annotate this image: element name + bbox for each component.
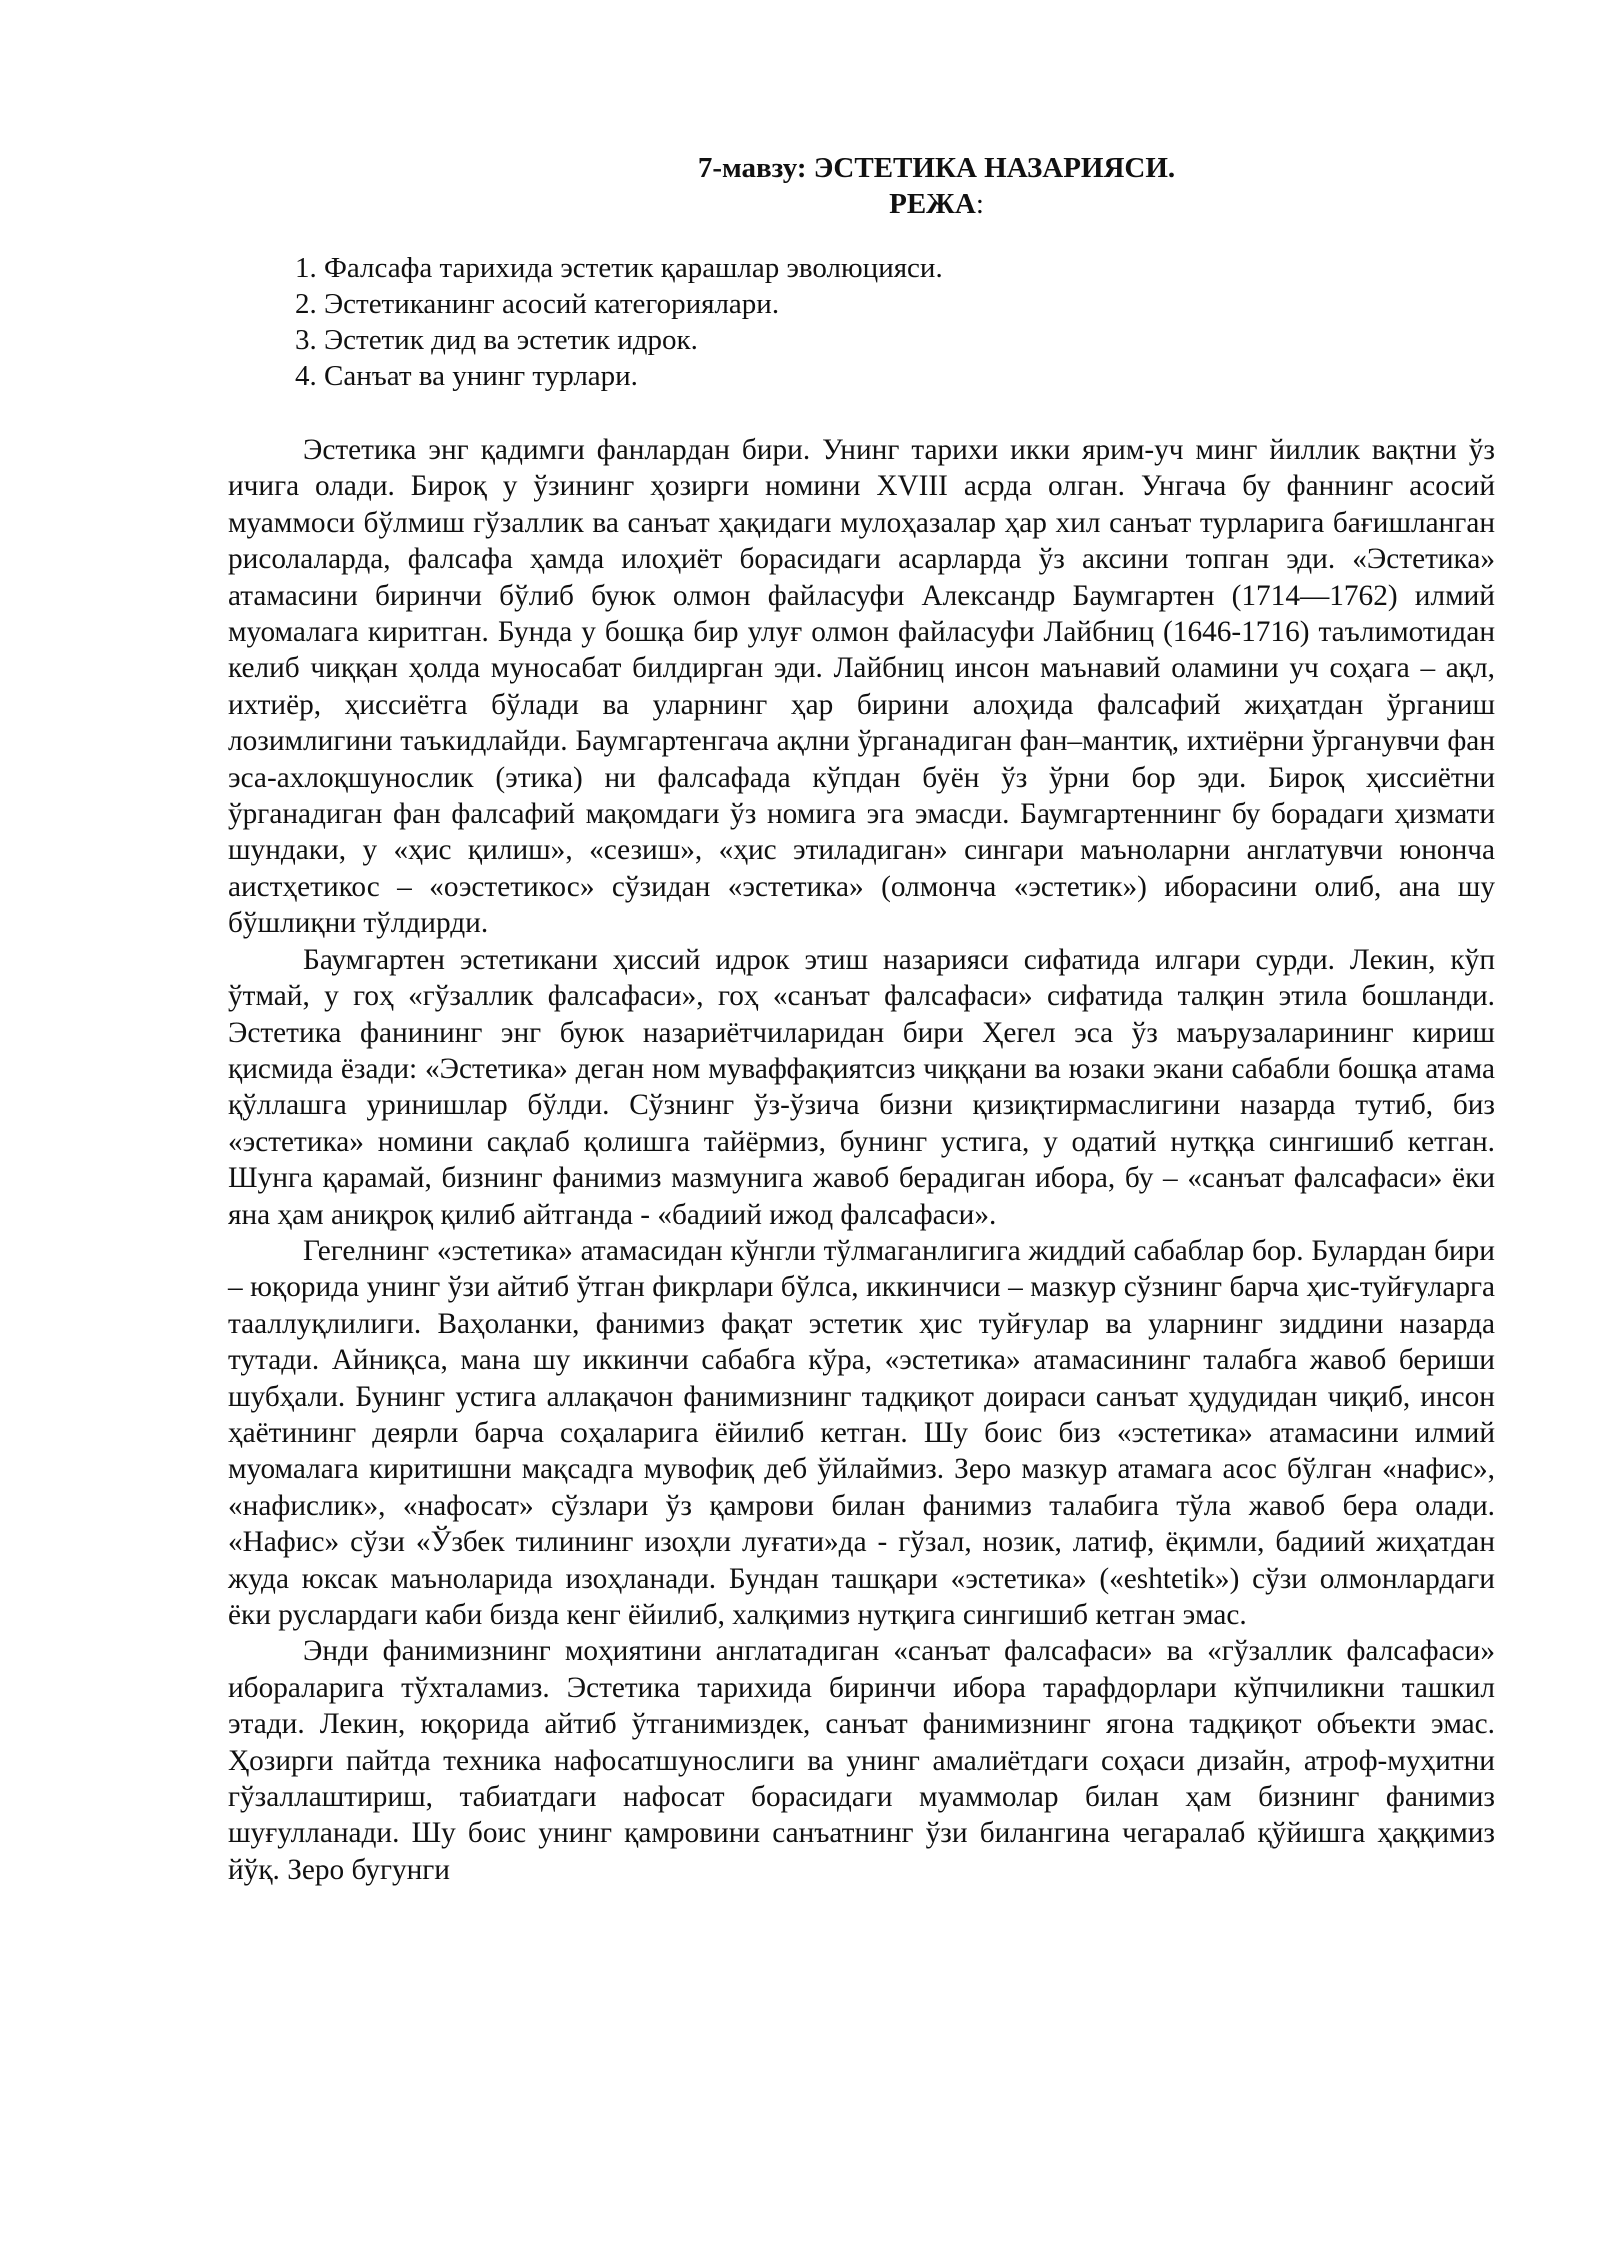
plan-list	[228, 250, 1495, 394]
body-paragraph: Эстетика энг қадимги фанлардан бири. Унинг тарихи икки ярим-уч минг йиллик вақтни ўз ичига олади. Бироқ у ўзининг ҳозирги номини XVIII асрда олган. Унгача бу фаннинг асосий муаммоси бўлмиш гўзаллик ва санъат ҳақидаги мулоҳазалар ҳар хил санъат турларига бағишланган рисолаларда, фалсафа ҳамда илоҳиёт борасидаги асарларда ўз аксини топган эди. «Эстетика» атамасини биринчи бўлиб буюк олмон файласуфи Александр Баумгартен (1714—1762) илмий муомалага киритган. Бунда у бошқа бир улуғ олмон файласуфи Лайбниц (1646-1716) таълимотидан келиб чиққан ҳолда муносабат билдирган эди. Лайбниц инсон маънавий оламини уч соҳага – ақл, ихтиёр, ҳиссиётга бўлади ва уларнинг ҳар бирини алоҳида фалсафий жиҳатдан ўрганиш лозимлигини таъкидлайди. Баумгартенгача ақлни ўрганадиган фан–мантиқ, ихтиёрни ўрганувчи фан эса-ахлоқшунослик (этика) ни фалсафада кўпдан буён ўз ўрни бор эди. Бироқ ҳиссиётни ўрганадиган фан фалсафий мақомдаги ўз номига эга эмасди. Баумгартеннинг бу борадаги ҳизмати шундаки, у «ҳис қилиш», «сезиш», «ҳис этиладиган» сингари маъноларни англатувчи юнонча аистҳетикос – «оэстетикос» сўзидан «эстетика» (олмонча «эстетик») иборасини олиб, ана шу бўшлиқни тўлдирди.	[228, 434, 1495, 940]
plan-item: 1. Фалсафа тарихида эстетик қарашлар эволюцияси.	[295, 252, 943, 284]
plan-heading-text: РЕЖА	[889, 188, 976, 220]
plan-item: 3. Эстетик дид ва эстетик идрок.	[295, 324, 698, 356]
body-paragraph: Гегелнинг «эстетика» атамасидан кўнгли тўлмаганлигига жиддий сабаблар бор. Булардан бири – юқорида унинг ўзи айтиб ўтган фикрлари бўлса, иккинчиси – мазкур сўзнинг барча ҳис-туйғуларга тааллуқлилиги. Ваҳоланки, фанимиз фақат эстетик ҳис туйғулар ва уларнинг зиддини назарда тутади. Айниқса, мана шу иккинчи сабабга кўра, «эстетика» атамасининг талабга жавоб бериши шубҳали. Бунинг устига аллақачон фанимизнинг тадқиқот доираси санъат ҳудудидан чиқиб, инсон ҳаётининг деярли барча соҳаларига ёйилиб кетган. Шу боис биз «эстетика» атамасини илмий муомалага киритишни мақсадга мувофиқ деб ўйлаймиз. Зеро мазкур атамага асос бўлган «нафис», «нафислик», «нафосат» сўзлари ўз қамрови билан фанимиз талабига тўла жавоб бера олади. «Нафис» сўзи «Ўзбек тилининг изоҳли луғати»да - гўзал, нозик, латиф, ёқимли, бадиий жиҳатдан жуда юксак маъноларида изоҳланади. Бундан ташқари «эстетика» («eshtetik») сўзи олмонлардаги ёки руслардаги каби бизда кенг ёйилиб, халқимиз нутқига сингишиб кетган эмас.	[228, 1234, 1495, 1631]
body-paragraph: Баумгартен эстетикани ҳиссий идрок этиш назарияси сифатида илгари сурди. Лекин, кўп ўтмай, у гоҳ «гўзаллик фалсафаси», гоҳ «санъат фалсафаси» сифатида талқин этила бошланди. Эстетика фанининг энг буюк назариётчиларидан бири Ҳегел эса ўз маърузаларининг кириш қисмида ёзади: «Эстетика» деган ном муваффақиятсиз чиққани ва юзаки экани сабабли бошқа атама қўллашга уринишлар бўлди. Сўзнинг ўз-ўзича бизни қизиқтирмаслигини назарда тутиб, биз «эстетика» номини сақлаб қолишга тайёрмиз, бунинг устига, у одатий нутққа сингишиб кетган. Шунга қарамай, бизнинг фанимиз мазмунига жавоб берадиган ибора, бу – «санъат фалсафаси» ёки яна ҳам аниқроқ қилиб айтганда - «бадиий ижод фалсафаси».	[228, 943, 1495, 1231]
plan-heading-colon: :	[975, 188, 984, 220]
body-paragraph: Энди фанимизнинг моҳиятини англатадиган «санъат фалсафаси» ва «гўзаллик фалсафаси» ибораларига тўхталамиз. Эстетика тарихида биринчи ибора тарафдорлари кўпчиликни ташкил этади. Лекин, юқорида айтиб ўтганимиздек, санъат фанимизнинг ягона тадқиқот объекти эмас. Ҳозирги пайтда техника нафосатшунослиги ва унинг амалиётдаги соҳаси дизайн, атроф-муҳитни гўзаллаштириш, табиатдаги нафосат борасидаги муаммолар билан ҳам бизнинг фанимиз шуғулланади. Шу боис унинг қамровини санъатнинг ўзи билангина чегаралаб қўйишга ҳаққимиз йўқ. Зеро бугунги	[228, 1635, 1495, 1886]
document-heading	[378, 150, 1495, 222]
plan-item: 4. Санъат ва унинг турлари.	[295, 360, 638, 392]
plan-heading	[378, 186, 1495, 222]
document-body	[228, 432, 1495, 1888]
plan-item: 2. Эстетиканинг асосий категориялари.	[295, 288, 780, 320]
document-title: 7-мавзу: ЭСТЕТИКА НАЗАРИЯСИ.	[697, 152, 1176, 184]
